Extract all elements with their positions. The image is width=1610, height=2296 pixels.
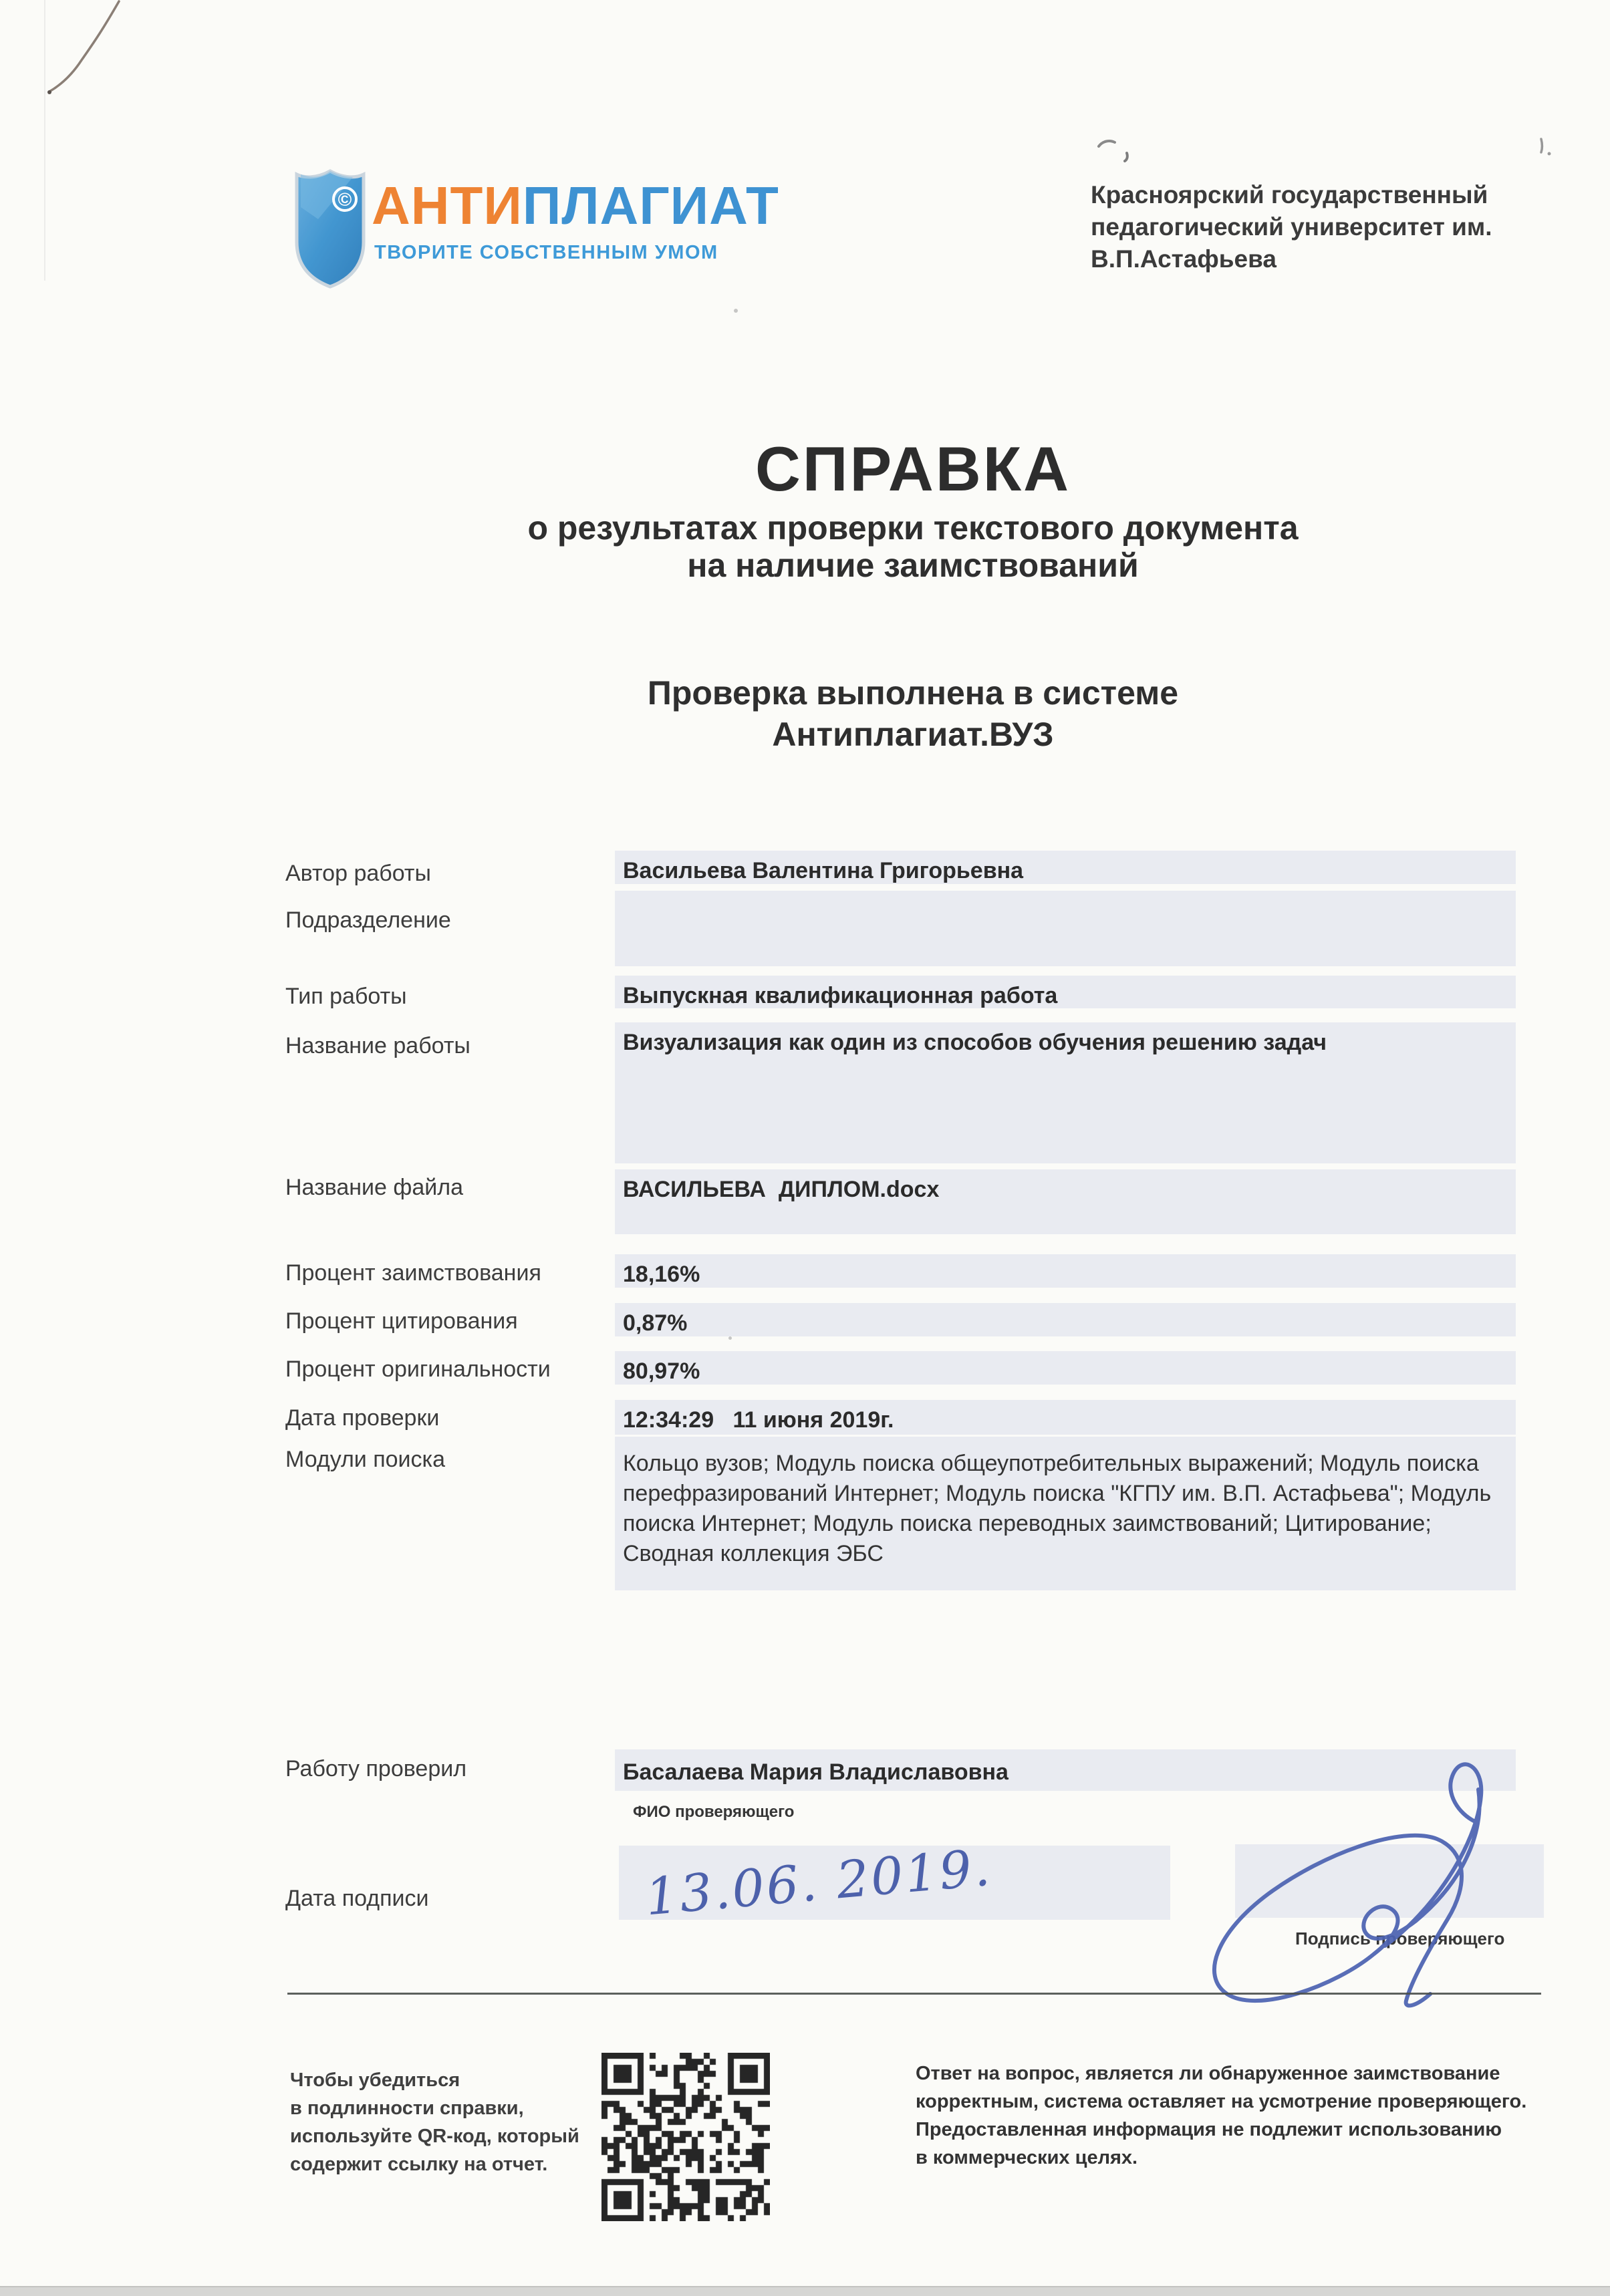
work-title-value: Визуализация как один из способов обучения решению задач bbox=[623, 1030, 1327, 1055]
work-type-value: Выпускная квалификационная работа bbox=[623, 983, 1058, 1008]
originality-percent-field bbox=[615, 1351, 1516, 1385]
file-name-label: Название файла bbox=[285, 1175, 464, 1200]
work-title-label: Название работы bbox=[285, 1033, 471, 1058]
check-date-value: 12:34:29 11 июня 2019г. bbox=[623, 1407, 894, 1433]
disclaimer-line: Ответ на вопрос, является ли обнаруженное заимствование bbox=[916, 2063, 1500, 2084]
scan-artifact bbox=[1096, 136, 1143, 162]
pen-mark-icon bbox=[40, 0, 134, 100]
search-modules-value: Кольцо вузов; Модуль поиска общеупотребительных выражений; Модуль поиска перефразирований Интернет; Модуль поиска "КГПУ им. В.П. Астафьева"; Модуль поиска Интернет; Модуль поиска переводных заимствований; Цитирование; Сводная коллекция ЭБС bbox=[623, 1451, 1498, 1566]
file-name-field bbox=[615, 1169, 1516, 1234]
brand-prefix: АНТИ bbox=[372, 176, 523, 235]
copyright-glyph: © bbox=[338, 189, 352, 210]
check-date-label: Дата проверки bbox=[285, 1405, 440, 1431]
system-note-line: Антиплагиат.ВУЗ bbox=[772, 716, 1054, 753]
disclaimer-line: в коммерческих целях. bbox=[916, 2147, 1138, 2168]
doc-subtitle bbox=[285, 509, 1540, 584]
author-field bbox=[615, 851, 1516, 884]
department-label: Подразделение bbox=[285, 907, 451, 933]
originality-percent-value: 80,97% bbox=[623, 1358, 700, 1384]
borrowing-percent-label: Процент заимствования bbox=[285, 1260, 541, 1286]
antiplagiat-shield-icon bbox=[291, 167, 369, 291]
reviewer-value: Басалаева Мария Владиславовна bbox=[623, 1759, 1009, 1785]
doc-subtitle-line: на наличие заимствований bbox=[687, 547, 1139, 584]
scan-speck bbox=[728, 1336, 732, 1340]
system-note bbox=[285, 672, 1540, 755]
sign-date-label: Дата подписи bbox=[285, 1886, 429, 1911]
scan-edge bbox=[0, 2286, 1610, 2296]
file-name-value: ВАСИЛЬЕВА ДИПЛОМ.docx bbox=[623, 1177, 940, 1202]
work-title-field bbox=[615, 1022, 1516, 1163]
doc-subtitle-line: о результатах проверки текстового документа bbox=[527, 509, 1299, 547]
work-type-label: Тип работы bbox=[285, 984, 407, 1009]
qr-note bbox=[290, 2066, 579, 2178]
university-line: В.П.Астафьева bbox=[1091, 245, 1277, 273]
brand-wordmark bbox=[372, 175, 779, 237]
citation-percent-field bbox=[615, 1303, 1516, 1336]
disclaimer bbox=[916, 2059, 1526, 2172]
originality-percent-label: Процент оригинальности bbox=[285, 1356, 551, 1382]
citation-percent-value: 0,87% bbox=[623, 1310, 688, 1336]
system-note-line: Проверка выполнена в системе bbox=[647, 674, 1179, 712]
reviewer-label: Работу проверил bbox=[285, 1756, 467, 1781]
signature-caption: Подпись проверяющего bbox=[1295, 1928, 1505, 1949]
qr-note-line: содержит ссылку на отчет. bbox=[290, 2154, 548, 2175]
author-value: Васильева Валентина Григорьевна bbox=[623, 858, 1024, 883]
borrowing-percent-value: 18,16% bbox=[623, 1262, 700, 1287]
qr-note-line: используйте QR-код, который bbox=[290, 2126, 579, 2147]
search-modules-field bbox=[615, 1437, 1516, 1590]
check-date-field bbox=[615, 1400, 1516, 1435]
author-label: Автор работы bbox=[285, 861, 431, 886]
qr-note-line: Чтобы убедиться bbox=[290, 2069, 460, 2091]
disclaimer-line: корректным, система оставляет на усмотрение проверяющего. bbox=[916, 2091, 1527, 2112]
disclaimer-line: Предоставленная информация не подлежит использованию bbox=[916, 2119, 1502, 2140]
fio-caption: ФИО проверяющего bbox=[633, 1803, 795, 1821]
scan-speck bbox=[734, 309, 738, 313]
borrowing-percent-field bbox=[615, 1254, 1516, 1288]
university-line: Красноярский государственный bbox=[1091, 181, 1488, 208]
brand-tagline: ТВОРИТЕ СОБСТВЕННЫМ УМОМ bbox=[374, 242, 718, 263]
signature-line bbox=[287, 1993, 1541, 1995]
university-name bbox=[1091, 179, 1532, 275]
handwritten-date: 13.06. 2019. bbox=[643, 1837, 994, 1927]
work-type-field bbox=[615, 976, 1516, 1008]
doc-title: СПРАВКА bbox=[755, 434, 1071, 504]
qr-code bbox=[601, 2053, 770, 2221]
qr-note-line: в подлинности справки, bbox=[290, 2098, 524, 2119]
brand-suffix: ПЛАГИАТ bbox=[522, 176, 779, 235]
university-line: педагогический университет им. bbox=[1091, 213, 1492, 241]
department-field bbox=[615, 891, 1516, 966]
scan-artifact bbox=[1534, 136, 1559, 159]
signature-ink bbox=[1183, 1724, 1557, 2011]
search-modules-label: Модули поиска bbox=[285, 1447, 446, 1472]
citation-percent-label: Процент цитирования bbox=[285, 1308, 518, 1334]
